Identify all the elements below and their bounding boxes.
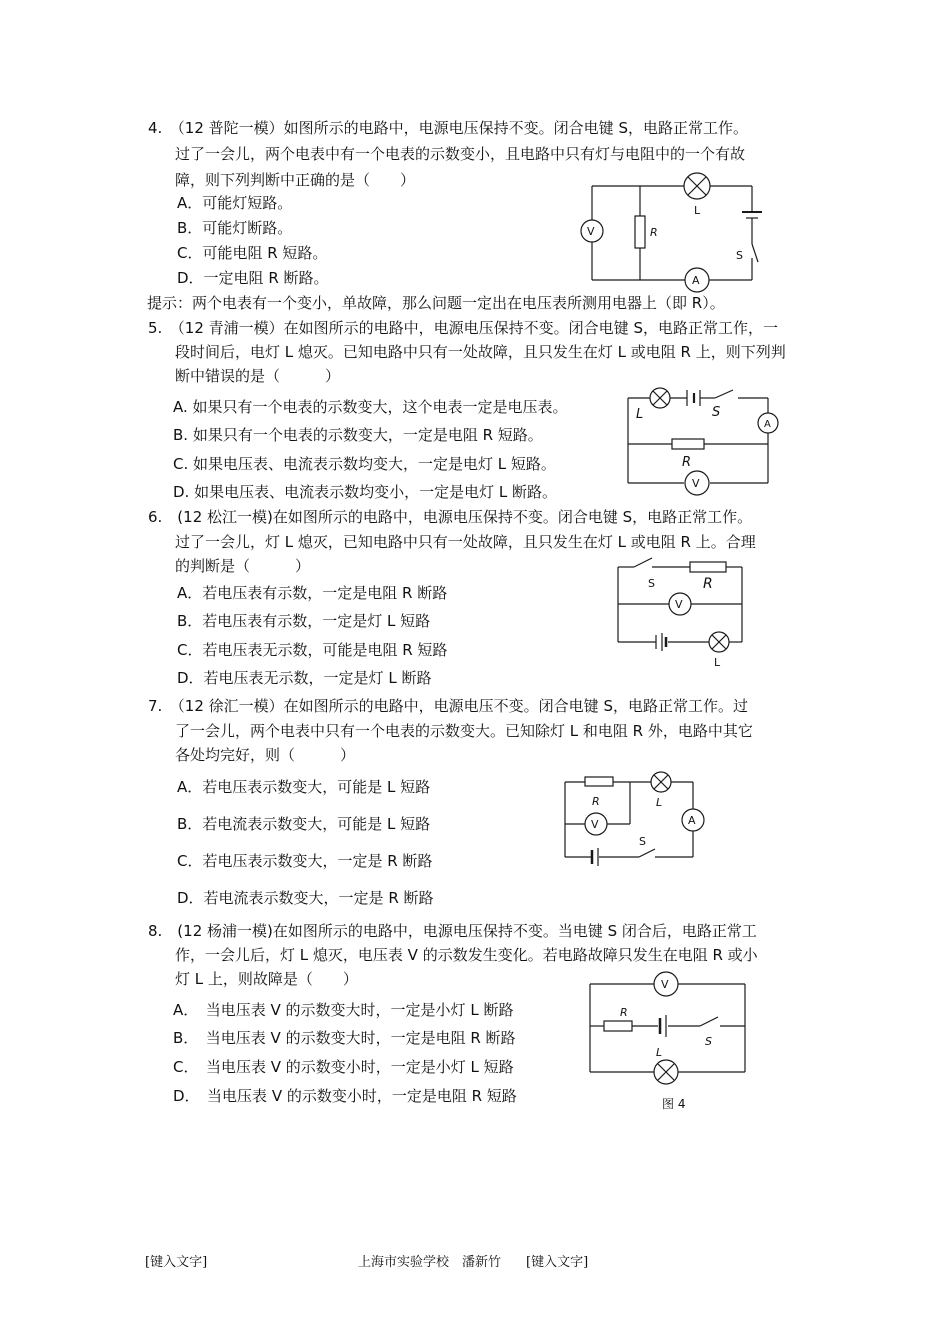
voltmeter-icon <box>654 972 678 996</box>
lamp-label: L <box>636 407 644 422</box>
circuit-diagram-q5 <box>620 380 790 500</box>
question-5-option-d[interactable]: D. 如果电压表、电流表示数均变小，一定是电灯 L 断路。 <box>173 483 557 501</box>
question-6-option-c[interactable]: C．若电压表无示数，可能是电阻 R 短路 <box>177 641 448 659</box>
resistor-icon <box>585 777 613 808</box>
question-6-option-d[interactable]: D．若电压表无示数，一定是灯 L 断路 <box>177 669 432 687</box>
voltmeter-icon <box>685 471 709 495</box>
question-7-option-a[interactable]: A．若电压表示数变大，可能是 L 短路 <box>177 778 431 796</box>
resistor-icon <box>604 1006 632 1031</box>
lamp-icon <box>651 772 671 809</box>
resistor-label: R <box>650 226 658 239</box>
battery-icon <box>656 633 666 651</box>
question-4-option-d[interactable]: D．一定电阻 R 断路。 <box>177 269 329 287</box>
lamp-label: L <box>714 656 721 669</box>
question-5-line-3: 断中错误的是（ ） <box>175 367 341 385</box>
ammeter-icon <box>758 413 778 433</box>
footer-center-text: 上海市实验学校 潘新竹 <box>358 1255 502 1270</box>
voltmeter-icon <box>585 813 607 835</box>
switch-icon <box>712 390 733 420</box>
switch-label: S <box>639 835 646 848</box>
resistor-label: R <box>620 1006 628 1019</box>
ammeter-label: A <box>688 814 696 827</box>
question-6-line-3: 的判断是（ ） <box>175 557 311 575</box>
switch-icon <box>639 835 655 857</box>
question-4-option-c[interactable]: C．可能电阻 R 短路。 <box>177 244 328 262</box>
question-8-option-d[interactable]: D． 当电压表 V 的示数变小时，一定是电阻 R 短路 <box>173 1087 517 1105</box>
voltmeter-label: V <box>675 598 683 611</box>
question-4-option-b[interactable]: B．可能灯断路。 <box>177 219 293 237</box>
battery-icon <box>592 848 598 866</box>
question-8-option-b[interactable]: B． 当电压表 V 的示数变大时，一定是电阻 R 断路 <box>173 1029 516 1047</box>
question-5-option-a[interactable]: A. 如果只有一个电表的示数变大，这个电表一定是电压表。 <box>173 398 568 416</box>
question-7-option-d[interactable]: D．若电流表示数变大，一定是 R 断路 <box>177 889 434 907</box>
lamp-label: L <box>694 204 701 217</box>
switch-icon <box>700 1017 718 1048</box>
lamp-icon <box>684 173 710 217</box>
voltmeter-icon <box>581 220 603 242</box>
question-6-option-b[interactable]: B．若电压表有示数，一定是灯 L 短路 <box>177 612 431 630</box>
voltmeter-label: V <box>661 978 669 991</box>
circuit-diagram-q8 <box>580 968 760 1118</box>
question-8-option-a[interactable]: A． 当电压表 V 的示数变大时，一定是小灯 L 断路 <box>173 1001 514 1019</box>
ammeter-label: A <box>764 419 771 430</box>
footer-right-placeholder[interactable]: [键入文字] <box>526 1255 589 1270</box>
battery-icon <box>687 390 700 406</box>
question-8-line-2: 作，一会儿后，灯 L 熄灭，电压表 V 的示数发生变化。若电路故障只发生在电阻 R 或小 <box>175 946 758 964</box>
switch-label: S <box>736 249 743 262</box>
question-4-line-1: 4. （12 普陀一模）如图所示的电路中，电源电压保持不变。闭合电键 S，电路正常工作。 <box>148 119 748 137</box>
voltmeter-label: V <box>587 225 595 238</box>
ammeter-icon <box>685 268 709 292</box>
battery-icon <box>660 1015 666 1037</box>
resistor-icon <box>690 562 726 592</box>
switch-label: S <box>712 405 721 420</box>
question-7-line-1: 7. （12 徐汇一模）在如图所示的电路中，电源电压不变。闭合电键 S，电路正常工作。过 <box>148 697 748 715</box>
ammeter-icon <box>682 809 704 831</box>
question-5-line-2: 段时间后，电灯 L 熄灭。已知电路中只有一处故障，且只发生在灯 L 或电阻 R 上，则下列判 <box>175 343 786 361</box>
question-5-line-1: 5. （12 青浦一模）在如图所示的电路中，电源电压保持不变。闭合电键 S，电路正常工作，一 <box>148 319 778 337</box>
question-8-option-c[interactable]: C． 当电压表 V 的示数变小时，一定是小灯 L 短路 <box>173 1058 514 1076</box>
question-6-line-1: 6. (12 松江一模)在如图所示的电路中，电源电压保持不变。闭合电键 S，电路正常工作。 <box>148 508 753 526</box>
footer-left-placeholder[interactable]: [键入文字] <box>145 1255 208 1270</box>
question-7-line-2: 了一会儿，两个电表中只有一个电表的示数变大。已知除灯 L 和电阻 R 外，电路中其它 <box>175 722 753 740</box>
resistor-label: R <box>703 576 713 592</box>
lamp-icon <box>709 632 729 669</box>
question-8-line-3: 灯 L 上，则故障是（ ） <box>175 970 358 988</box>
lamp-label: L <box>656 1046 663 1059</box>
resistor-label: R <box>682 455 692 470</box>
question-7-option-c[interactable]: C．若电压表示数变大，一定是 R 断路 <box>177 852 433 870</box>
question-6-option-a[interactable]: A．若电压表有示数，一定是电阻 R 断路 <box>177 584 448 602</box>
question-6-line-2: 过了一会儿，灯 L 熄灭，已知电路中只有一处故障，且只发生在灯 L 或电阻 R 上。合理 <box>175 533 756 551</box>
circuit-diagram-q6 <box>610 555 760 670</box>
lamp-icon <box>654 1046 678 1084</box>
question-8-line-1: 8. (12 杨浦一模)在如图所示的电路中，电源电压保持不变。当电键 S 闭合后，电路正常工 <box>148 922 757 940</box>
switch-label: S <box>705 1035 712 1048</box>
voltmeter-label: V <box>591 818 599 831</box>
voltmeter-icon <box>669 593 691 615</box>
question-4-option-a[interactable]: A．可能灯短路。 <box>177 194 293 212</box>
question-4-line-3: 障，则下列判断中正确的是（ ） <box>175 171 416 189</box>
question-7-option-b[interactable]: B．若电流表示数变大，可能是 L 短路 <box>177 815 431 833</box>
battery-icon <box>742 212 762 218</box>
resistor-label: R <box>592 795 600 808</box>
question-5-option-c[interactable]: C. 如果电压表、电流表示数均变大，一定是电灯 L 短路。 <box>173 455 556 473</box>
lamp-icon <box>636 388 670 422</box>
switch-icon <box>736 244 758 262</box>
lamp-label: L <box>656 796 663 809</box>
resistor-icon <box>635 216 658 248</box>
question-7-line-3: 各处均完好，则（ ） <box>175 746 356 764</box>
question-5-option-b[interactable]: B. 如果只有一个电表的示数变大，一定是电阻 R 短路。 <box>173 426 543 444</box>
figure-caption: 图 4 <box>662 1097 686 1111</box>
circuit-diagram-q4 <box>570 168 790 293</box>
question-4-line-2: 过了一会儿，两个电表中有一个电表的示数变小，且电路中只有灯与电阻中的一个有故 <box>175 145 746 163</box>
resistor-icon <box>672 439 704 470</box>
voltmeter-label: V <box>692 477 700 490</box>
switch-icon <box>634 558 672 590</box>
ammeter-label: A <box>692 274 700 287</box>
switch-label: S <box>648 577 655 590</box>
circuit-diagram-q7 <box>555 768 715 868</box>
question-4-hint: 提示：两个电表有一个变小，单故障，那么问题一定出在电压表所测用电器上（即 R）。 <box>147 294 725 312</box>
